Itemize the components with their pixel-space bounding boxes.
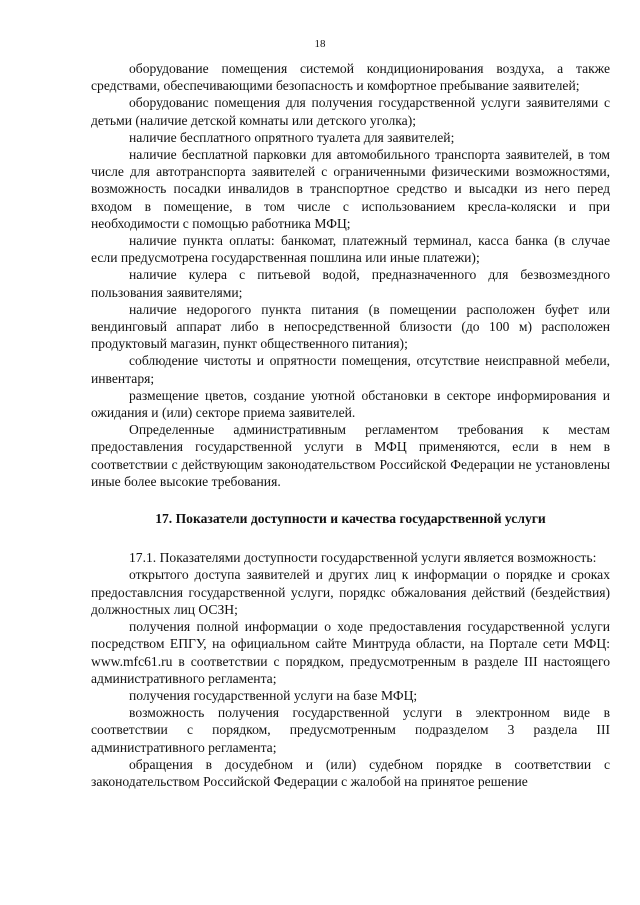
paragraph: наличие бесплатной парковки для автомобильного транспорта заявителей, в том числе для автотранспорта заявителей с ограниченными физическими возможностями, возможность посадки инвалидов в транспортное средство и высадки из него перед входом в помещение, в том числе с использованием кресла-коляски и при необходимости с помощью работника МФЦ; <box>91 147 610 231</box>
paragraph: наличие пункта оплаты: банкомат, платежный терминал, касса банка (в случае если предусмотрена государственная пошлина или иные платежи); <box>91 233 610 266</box>
paragraph: получения полной информации о ходе предоставления государственной услуги посредством ЕПГУ, на официальном сайте Минтруда области, на Портале сети МФЦ: www.mfc61.ru в соответствии с порядком, предусмотренным в разделе III настоящего административного регламента; <box>91 619 610 686</box>
paragraph: соблюдение чистоты и опрятности помещения, отсутствие неисправной мебели, инвентаря; <box>91 353 610 386</box>
section-heading: 17. Показатели доступности и качества государственной услуги <box>155 511 546 527</box>
paragraph: наличие кулера с питьевой водой, предназначенного для безвозмездного пользования заявителями; <box>91 267 610 300</box>
paragraph: наличие недорогого пункта питания (в помещении расположен буфет или вендинговый аппарат либо в непосредственной близости (до 100 м) расположен продуктовый магазин, пункт общественного питания); <box>91 301 610 352</box>
page-number: 18 <box>314 38 326 50</box>
paragraph: открытого доступа заявителей и других лиц к информации о порядке и сроках предоставлсния государственной услуги, порядкс обжалования действий (бездействия) должностных лиц ОСЗН; <box>91 567 610 617</box>
paragraph: размещение цветов, создание уютной обстановки в секторе информирования и ожидания и (или) секторе приема заявителей. <box>91 387 610 421</box>
paragraph: Определенные административным регламентом требования к местам предоставления государственной услуги в МФЦ применяются, если в нем в соответствии с действующим законодательством Российской Федерации не установлены иные более высокие требования. <box>91 422 610 489</box>
paragraph: возможность получения государственной услуги в электронном виде в соответствии с порядком, предусмотренным подразделом 3 раздела III административного регламента; <box>91 705 610 755</box>
paragraph: обращения в досудебном и (или) судебном порядке в соответствии с законодательством Российской Федерации с жалобой на принятое решение <box>91 756 610 789</box>
paragraph: оборудование помещения системой кондиционирования воздуха, а также средствами, обеспечивающими безопасность и комфортное пребывание заявителей; <box>91 61 610 94</box>
paragraph: оборудованис помещения для получения государственной услуги заявителями с детьми (наличие детской комнаты или детского уголка); <box>91 95 610 128</box>
body-text <box>91 60 610 790</box>
paragraph: 17.1. Показателями доступности государственной услуги является возможность: <box>129 550 597 566</box>
paragraph: наличие бесплатного опрятного туалета для заявителей; <box>129 129 455 145</box>
paragraph: получения государственной услуги на базе МФЦ; <box>129 687 418 703</box>
